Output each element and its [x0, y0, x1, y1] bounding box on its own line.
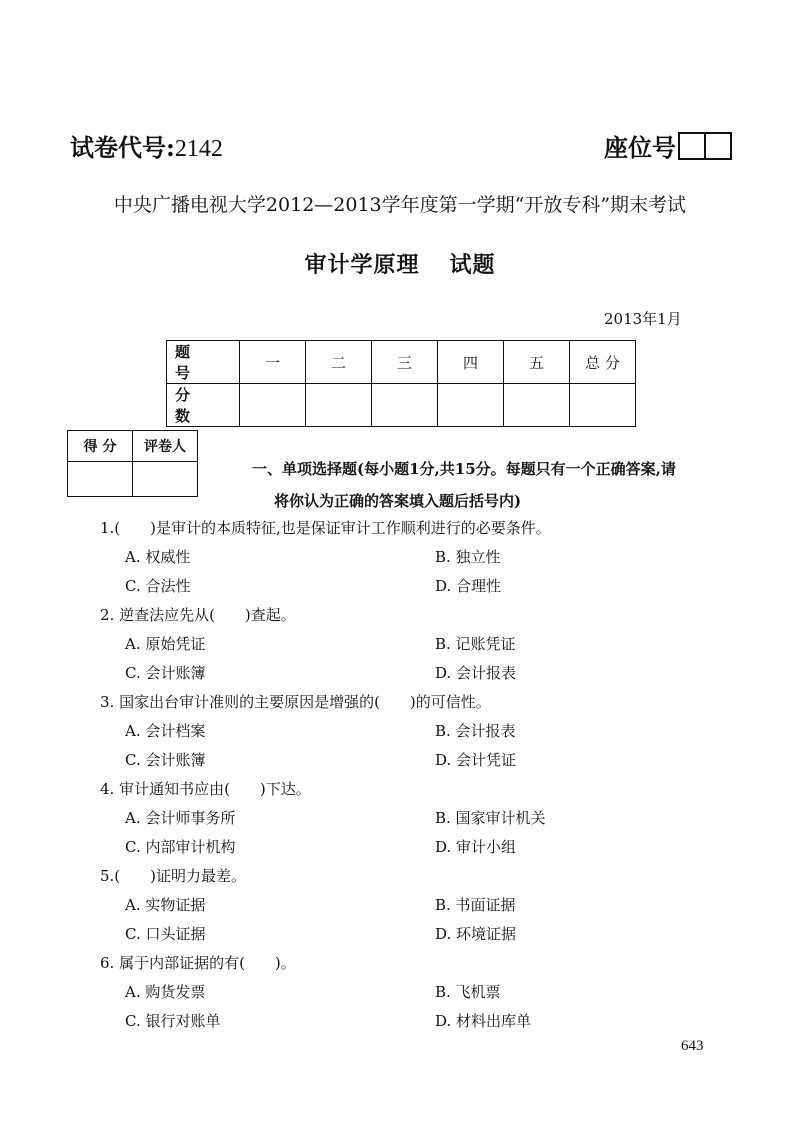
- question: [100, 862, 720, 949]
- question: [100, 514, 720, 601]
- grader-name-label: 评卷人: [133, 431, 198, 462]
- option: D. 环境证据: [435, 925, 517, 943]
- score-table-row-label: 分 数: [167, 384, 240, 427]
- section-instruction-line1: 一、单项选择题(每小题1分,共15分。每题只有一个正确答案,请: [252, 460, 676, 478]
- score-table-col: 五: [504, 341, 570, 384]
- option: C. 合法性: [125, 577, 191, 595]
- question-stem: 4. 审计通知书应由( )下达。: [100, 780, 311, 798]
- option: B. 国家审计机关: [435, 809, 546, 827]
- question-stem: 1.( )是审计的本质特征,也是保证审计工作顺利进行的必要条件。: [100, 519, 551, 537]
- subject-name: 审计学原理: [304, 252, 420, 278]
- paper-code-number: 2142: [174, 136, 223, 162]
- question: [100, 688, 720, 775]
- section-instruction-line2: 将你认为正确的答案填入题后括号内): [274, 492, 522, 510]
- option: D. 审计小组: [435, 838, 517, 856]
- question: [100, 949, 720, 1036]
- question-list: [100, 514, 720, 1036]
- section-heading: [252, 453, 732, 517]
- score-cell: [372, 384, 438, 427]
- option: A. 会计师事务所: [125, 809, 236, 827]
- option: D. 会计凭证: [435, 751, 517, 769]
- option: B. 记账凭证: [435, 635, 516, 653]
- subject-type: 试题: [449, 252, 496, 278]
- score-cell: [438, 384, 504, 427]
- score-cell: [504, 384, 570, 427]
- grader-score-cell: [68, 462, 133, 497]
- seat-label: 座位号: [604, 133, 676, 162]
- option: C. 内部审计机构: [125, 838, 236, 856]
- grader-name-cell: [133, 462, 198, 497]
- option: C. 会计账簿: [125, 751, 206, 769]
- question: [100, 775, 720, 862]
- option: A. 实物证据: [125, 896, 206, 914]
- option: A. 会计档案: [125, 722, 206, 740]
- score-table: [166, 340, 636, 427]
- seat-number: [604, 128, 732, 163]
- option: D. 材料出库单: [435, 1012, 532, 1030]
- score-table-col: 三: [372, 341, 438, 384]
- option: A. 购货发票: [125, 983, 206, 1001]
- subject-title: [0, 248, 800, 279]
- score-cell: [240, 384, 306, 427]
- question-stem: 5.( )证明力最差。: [100, 867, 247, 885]
- question: [100, 601, 720, 688]
- option: C. 银行对账单: [125, 1012, 221, 1030]
- option: A. 权威性: [125, 548, 191, 566]
- score-cell: [306, 384, 372, 427]
- option: D. 会计报表: [435, 664, 517, 682]
- score-table-score-row: [167, 384, 636, 427]
- option: C. 会计账簿: [125, 664, 206, 682]
- score-table-col: 一: [240, 341, 306, 384]
- option: B. 书面证据: [435, 896, 516, 914]
- option: B. 独立性: [435, 548, 501, 566]
- paper-code: [70, 128, 223, 163]
- option: A. 原始凭证: [125, 635, 206, 653]
- grader-table: [67, 430, 198, 497]
- exam-date: 2013年1月: [604, 310, 682, 328]
- option: D. 合理性: [435, 577, 502, 595]
- score-table-col: 四: [438, 341, 504, 384]
- score-table-row-label: 题 号: [167, 341, 240, 384]
- question-stem: 3. 国家出台审计准则的主要原因是增强的( )的可信性。: [100, 693, 491, 711]
- option: C. 口头证据: [125, 925, 206, 943]
- score-table-col: 二: [306, 341, 372, 384]
- score-table-col: 总 分: [570, 341, 636, 384]
- grader-score-label: 得 分: [68, 431, 133, 462]
- question-stem: 6. 属于内部证据的有( )。: [100, 954, 296, 972]
- question-stem: 2. 逆查法应先从( )查起。: [100, 606, 296, 624]
- page-number: 643: [681, 1038, 704, 1054]
- seat-number-boxes: [678, 132, 732, 160]
- score-table-header-row: [167, 341, 636, 384]
- seat-box: [678, 132, 706, 160]
- score-cell: [570, 384, 636, 427]
- seat-box: [706, 132, 732, 160]
- option: B. 飞机票: [435, 983, 501, 1001]
- option: B. 会计报表: [435, 722, 516, 740]
- exam-title: 中央广播电视大学2012—2013学年度第一学期“开放专科”期末考试: [113, 194, 687, 216]
- paper-code-label: 试卷代号:: [70, 133, 175, 162]
